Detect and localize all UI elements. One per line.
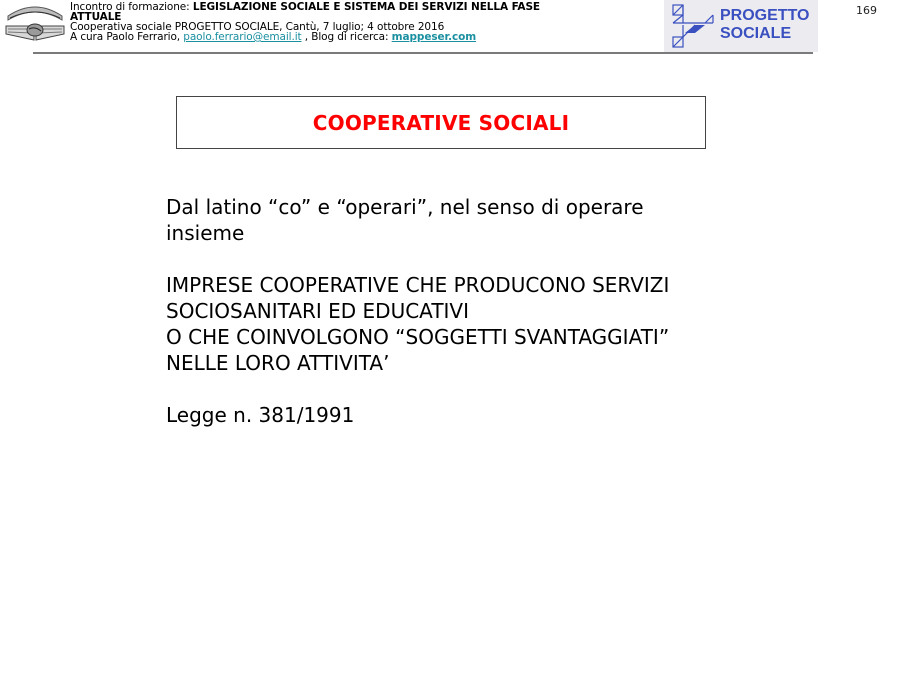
- text-line: IMPRESE COOPERATIVE CHE PRODUCONO SERVIZI: [166, 273, 670, 297]
- course-header: [70, 2, 660, 42]
- author-prefix: A cura Paolo Ferrario,: [70, 31, 184, 43]
- spacer: [166, 376, 786, 402]
- course-title-line: [70, 2, 660, 12]
- brand-name: [720, 7, 810, 43]
- page-number: 169: [856, 4, 877, 17]
- progetto-sociale-mark-icon: [671, 3, 715, 49]
- slide-body: [166, 194, 786, 428]
- author-email-link[interactable]: paolo.ferrario@email.it: [183, 31, 302, 43]
- course-title: LEGISLAZIONE SOCIALE E SISTEMA DEI SERVIZI NELLA FASE: [192, 1, 540, 13]
- course-title-continued: ATTUALE: [70, 11, 122, 23]
- blog-label: , Blog di ricerca:: [301, 31, 392, 43]
- course-title-prefix: Incontro di formazione:: [70, 1, 193, 13]
- course-logo: [4, 2, 66, 42]
- etymology-paragraph: [166, 194, 786, 246]
- slide-title: COOPERATIVE SOCIALI: [312, 110, 570, 135]
- brand-line-1: PROGETTO: [720, 7, 810, 24]
- header-divider: [33, 52, 813, 54]
- book-handshake-icon: [4, 2, 66, 42]
- definition-paragraph: [166, 272, 786, 376]
- progetto-sociale-logo: [664, 0, 818, 52]
- text-line: NELLE LORO ATTIVITA’: [166, 351, 390, 375]
- brand-line-2: SOCIALE: [720, 25, 792, 42]
- text-line: O CHE COINVOLGONO “SOGGETTI SVANTAGGIATI”: [166, 325, 670, 349]
- text-line: Dal latino “co” e “operari”, nel senso di operare: [166, 195, 644, 219]
- course-author-line: [70, 32, 660, 42]
- course-venue-line: Cooperativa sociale PROGETTO SOCIALE, Cantù, 7 luglio; 4 ottobre 2016: [70, 21, 445, 33]
- text-line: insieme: [166, 221, 245, 245]
- text-line: SOCIOSANITARI ED EDUCATIVI: [166, 299, 470, 323]
- slide-title-box: [176, 96, 706, 149]
- law-reference: Legge n. 381/1991: [166, 403, 355, 427]
- blog-link[interactable]: mappeser.com: [391, 31, 477, 43]
- spacer: [166, 246, 786, 272]
